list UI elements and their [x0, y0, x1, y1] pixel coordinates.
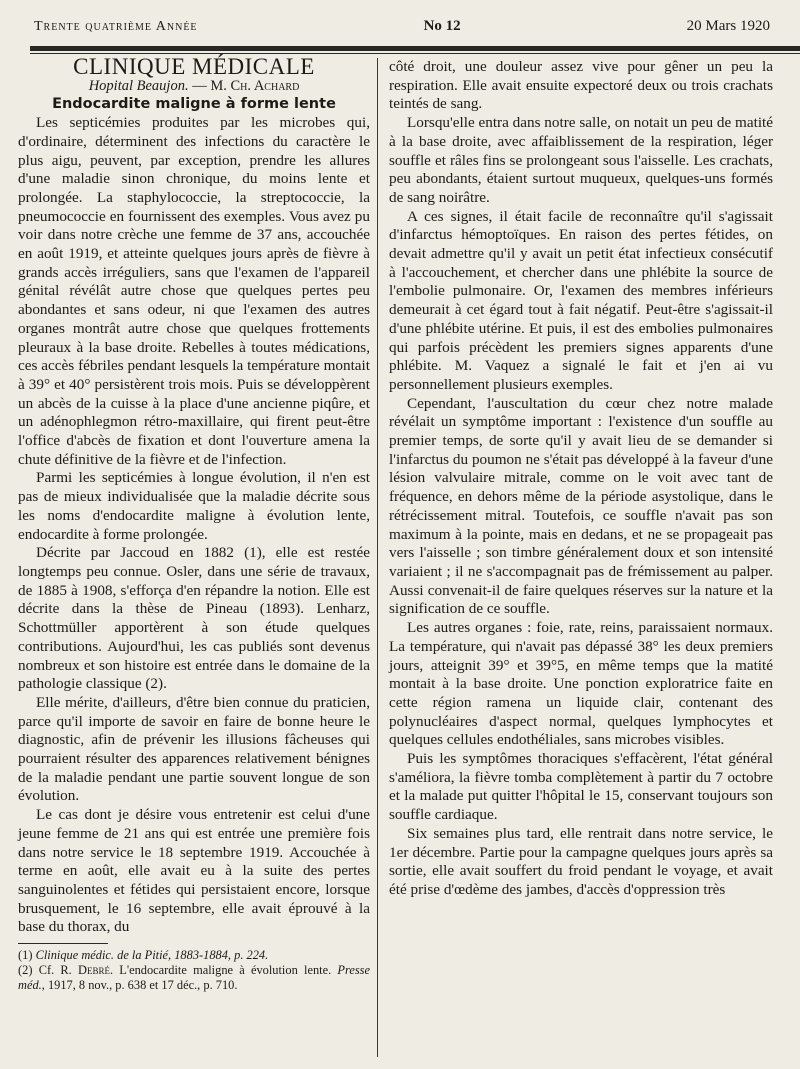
byline-separator: — M.	[188, 77, 231, 94]
right-paragraph-3: A ces signes, il était facile de reconnaître qu'il s'agissait d'infarctus hémoptoïques. En raison des pertes fétides, on devait admettre qu'il y avait un petit état infectieux consécutif à l'accouchement, et chercher dans une phlébite la source de l'embolie pulmonaire. Or, l'examen des membres inférieurs demeurait à cet égard tout à fait négatif. Peut-être s'agissait-il d'une phlébite utérine. Et puis, il est des embolies pulmonaires qui parfois précèdent les premiers signes apparents d'une phlébite. M. Vaquez a signalé le fait et j'en ai vu personnellement plusieurs exemples.	[389, 207, 773, 393]
footnote-1-text: Clinique médic. de la Pitié, 1883-1884, p. 224.	[35, 948, 269, 963]
footnote-rule	[18, 943, 108, 944]
footnote-1-number: (1)	[18, 948, 33, 963]
article-title: Endocardite maligne à forme lente	[52, 96, 336, 113]
hospital-name: Hopital Beaujon.	[88, 77, 189, 94]
footnote-1	[18, 948, 370, 963]
right-paragraph-6: Puis les symptômes thoraciques s'effacèrent, l'état général s'améliora, la fièvre tomba complètement à partir du 7 octobre et la malade put quitter l'hôpital le 15, conservant toujours son souffle cardiaque.	[389, 750, 773, 824]
footnote-2-tail: , 1917, 8 nov., p. 638 et 17 déc., p. 710.	[41, 978, 238, 993]
running-header	[34, 18, 770, 44]
issue-date: 20 Mars 1920	[686, 18, 770, 34]
volume-label: Trente quatrième Année	[34, 19, 198, 34]
left-paragraph-5: Le cas dont je désire vous entretenir est celui d'une jeune femme de 21 ans qui est entrée une première fois dans notre service le 18 septembre 1919. Accouchée à terme en août, elle avait eu à la suite des pertes sanguinolentes et fétides qui persistaient encore, lorsque brusquement, le 16 septembre, elle avait éprouvé à la base du thorax, du	[18, 806, 370, 936]
right-column	[389, 58, 773, 900]
left-paragraph-2: Parmi les septicémies à longue évolution, il n'en est pas de mieux individualisée que la maladie décrite sous les noms d'endocardite maligne à évolution lente, endocardite à forme prolongée.	[18, 469, 370, 543]
footnote-2-number: (2)	[18, 963, 33, 978]
left-paragraph-4: Elle mérite, d'ailleurs, d'être bien connue du praticien, parce qu'il importe de savoir en faire de bonne heure le diagnostic, afin de prévenir les illusions fâcheuses qui pourraient résulter des apparences relativement bénignes de la maladie pendant une partie souvent longue de son évolution.	[18, 693, 370, 805]
header-rule-thick	[30, 46, 800, 51]
footnote-2-journal: Presse méd.	[18, 963, 370, 993]
author-name: Ch. Achard	[230, 77, 300, 94]
footnote-2-author: R. Debré	[60, 963, 110, 978]
right-paragraph-4: Cependant, l'auscultation du cœur chez notre malade révélait un symptôme important : l'existence d'un souffle au premier temps, de sorte qu'il y avait lieu de se demander si l'infarctus du poumon ne s'était pas développé à la faveur d'une lésion valvulaire mitrale, comme on le voit avec tant de fréquence, en dehors même de la période asystolique, dans le rétrécissement mitral. Toutefois, ce souffle n'avait pas son maximum à la pointe, mais en dedans, et ne se propageait pas vers l'aisselle ; son timbre généralement doux et son intensité variaient ; il ne s'accompagnait pas de frémissement au palper. Aussi convenait-il de faire quelques réserves sur la nature et la signification de ce souffle.	[389, 394, 773, 618]
right-paragraph-2: Lorsqu'elle entra dans notre salle, on notait un peu de matité à la base droite, avec affaiblissement de la respiration, léger souffle et râles fins se prolongeant sous l'aisselle. Les crachats, peu abondants, étaient surtout muqueux, quelques-uns formés de sang noirâtre.	[389, 114, 773, 206]
footnote-2-pre: Cf.	[38, 963, 61, 978]
right-paragraph-1: côté droit, une douleur assez vive pour gêner un peu la respiration. Elle avait ensuite expectoré deux ou trois crachats teintés de sang.	[389, 58, 773, 113]
byline	[18, 77, 370, 96]
column-separator	[377, 58, 378, 1057]
right-paragraph-5: Les autres organes : foie, rate, reins, paraissaient normaux. La température, qui n'avait pas dépassé 38° les deux premiers jours, atteignit 39° et 39°5, en même temps que la matité montait à la base droite. Une ponction exploratrice faite en cette région ramena un liquide clair, contenant des polynucléaires d'aspect normal, quelques lymphocytes et quelques cellules endothéliales, sans microbes visibles.	[389, 619, 773, 749]
left-paragraph-3: Décrite par Jaccoud en 1882 (1), elle est restée longtemps peu connue. Osler, dans une série de travaux, de 1885 à 1908, s'efforça d'en répandre la notion. Elle est décrite dans la thèse de Pineau (1893). Lenharz, Schottmüller apportèrent à son étude quelques contributions. Aujourd'hui, les cas publiés sont devenus nombreux et son histoire est entrée dans le domaine de la pathologie classique (2).	[18, 544, 370, 693]
left-paragraph-1: Les septicémies produites par les microbes qui, d'ordinaire, déterminent des infections du caractère le plus aigu, peuvent, par exception, prendre les allures d'une maladie sinon chronique, du moins lente et prolongée. La staphylococcie, la streptococcie, la pneumococcie en fournissent des exemples. Vous avez pu voir dans notre crèche une femme de 37 ans, accouchée en août 1919, et atteinte quelques jours après de fièvre à grands accès irréguliers, sans que l'examen de l'appareil génital révélât autre chose que quelques pertes peu abondantes et sans odeur, ni que l'examen des autres organes montrât autre chose que quelques frottements pleuraux à la base droite. Rebelles à toutes médications, ces accès fébriles pendant lesquels la température montait à 39° et 40° persistèrent trois mois. Puis se développèrent un abcès de la cuisse à la place d'une ancienne piqûre, et un adénophlegmon rétro-maxillaire, qui firent peut-être l'office d'abcès de fixation et dont l'ouverture amena la chute définitive de la fièvre et de l'infection.	[18, 114, 370, 468]
right-paragraph-7: Six semaines plus tard, elle rentrait dans notre service, le 1er décembre. Partie pour la campagne quelques jours après sa sortie, elle avait souffert du froid pendant le voyage, et avait été prise d'œdème des jambes, d'accès d'oppression très	[389, 824, 773, 898]
left-column	[18, 54, 370, 993]
footnote-2	[18, 963, 370, 993]
section-title: CLINIQUE MÉDICALE	[73, 54, 315, 79]
footnote-2-text: . L'endocardite maligne à évolution lente.	[109, 963, 338, 978]
issue-number: No 12	[423, 18, 461, 34]
